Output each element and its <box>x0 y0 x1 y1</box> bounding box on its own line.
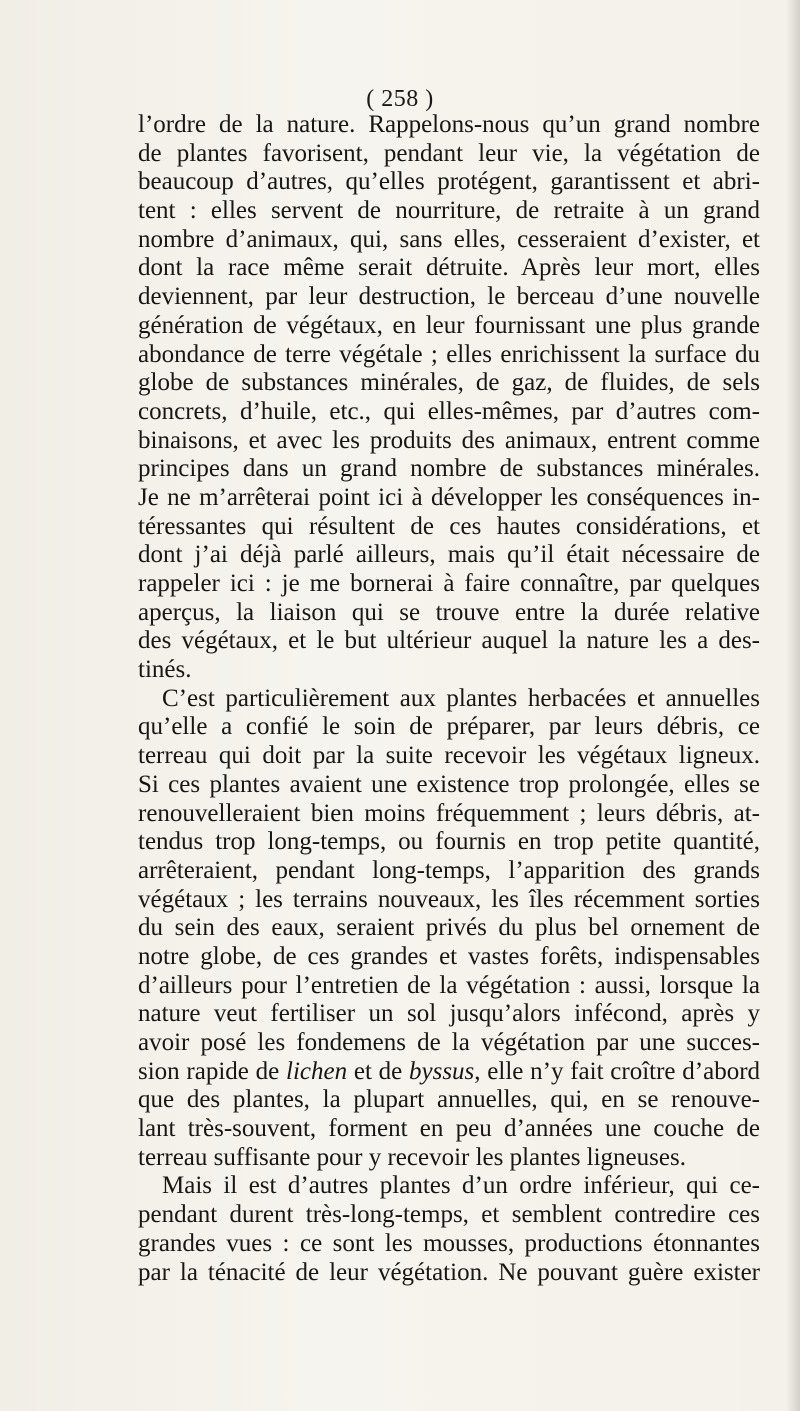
text-line: du sein des eaux, seraient privés du plus bel ornement de <box>138 914 760 942</box>
text-line: tinés. <box>138 656 192 684</box>
text-line: C’est particulièrement aux plantes herbacées et annuelles <box>162 684 760 712</box>
text-line: nature veut fertiliser un sol jusqu’alors infécond, après y <box>138 1000 760 1028</box>
text-line: téressantes qui résultent de ces hautes considérations, et <box>138 512 760 540</box>
text-fragment: et de <box>347 1057 409 1085</box>
text-line: dont j’ai déjà parlé ailleurs, mais qu’il était nécessaire de <box>138 541 760 569</box>
page-edge-shadow <box>786 0 800 1411</box>
text-line: lant très-souvent, forment en peu d’années une couche de <box>138 1115 760 1143</box>
text-line: dont la race même serait détruite. Après leur mort, elles <box>138 254 760 282</box>
text-line: pendant durent très-long-temps, et semblent contredire ces <box>138 1201 760 1229</box>
italic-term-byssus: byssus <box>409 1057 475 1085</box>
text-line: terreau qui doit par la suite recevoir les végétaux ligneux. <box>138 742 760 770</box>
text-line: terreau suffisante pour y recevoir les plantes ligneuses. <box>138 1143 686 1171</box>
text-line: beaucoup d’autres, qu’elles protégent, garantissent et abri- <box>138 168 760 196</box>
text-line: que des plantes, la plupart annuelles, qui, en se renouve- <box>138 1086 760 1114</box>
text-line: avoir posé les fondemens de la végétation par une succes- <box>138 1029 760 1056</box>
text-line: notre globe, de ces grandes et vastes forêts, indispensables <box>138 942 760 970</box>
text-line: des végétaux, et le but ultérieur auquel la nature les a des- <box>138 627 760 655</box>
text-fragment: sion rapide de <box>138 1057 286 1085</box>
text-line: Mais il est d’autres plantes d’un ordre inférieur, qui ce- <box>162 1172 760 1200</box>
text-line: principes dans un grand nombre de substances minérales. <box>138 455 760 483</box>
text-line: abondance de terre végétale ; elles enrichissent la surface du <box>138 340 760 368</box>
text-line: Je ne m’arrêterai point ici à développer les conséquences in- <box>138 483 760 511</box>
text-line: tent : elles servent de nourriture, de retraite à un grand <box>138 197 760 225</box>
text-line: arrêteraient, pendant long-temps, l’apparition des grands <box>138 856 760 884</box>
text-line: globe de substances minérales, de gaz, de fluides, de sels <box>138 369 760 397</box>
text-line: génération de végétaux, en leur fournissant une plus grande <box>138 311 760 339</box>
text-line-italic-terms <box>138 1058 760 1087</box>
text-line: grandes vues : ce sont les mousses, productions étonnantes <box>138 1229 760 1257</box>
text-line: l’ordre de la nature. Rappelons-nous qu’un grand nombre <box>138 111 760 138</box>
text-line: Si ces plantes avaient une existence trop prolongée, elles se <box>138 770 760 798</box>
text-line: binaisons, et avec les produits des animaux, entrent comme <box>138 426 760 454</box>
text-line: nombre d’animaux, qui, sans elles, cesseraient d’exister, et <box>138 225 760 253</box>
text-line: par la ténacité de leur végétation. Ne pouvant guère exister <box>138 1258 760 1286</box>
text-line: deviennent, par leur destruction, le berceau d’une nouvelle <box>138 283 760 311</box>
page-number-header: ( 258 ) <box>366 86 434 112</box>
text-line: qu’elle a confié le soin de préparer, par leurs débris, ce <box>138 713 760 741</box>
text-line: concrets, d’huile, etc., qui elles-mêmes, par d’autres com- <box>138 397 760 425</box>
italic-term-lichen: lichen <box>286 1057 348 1085</box>
text-line: aperçus, la liaison qui se trouve entre la durée relative <box>138 598 760 626</box>
text-line: d’ailleurs pour l’entretien de la végétation : aussi, lorsque la <box>138 971 760 999</box>
text-line: rappeler ici : je me bornerai à faire connaître, par quelques <box>138 570 760 597</box>
text-line: renouvelleraient bien moins fréquemment ; leurs débris, at- <box>138 799 760 827</box>
text-fragment: , elle n’y fait croître d’abord <box>474 1057 761 1085</box>
text-line: végétaux ; les terrains nouveaux, les îles récemment sorties <box>138 885 760 913</box>
text-line: tendus trop long-temps, ou fournis en trop petite quantité, <box>138 828 760 856</box>
text-line: de plantes favorisent, pendant leur vie, la végétation de <box>138 139 760 167</box>
body-text <box>138 111 760 1287</box>
